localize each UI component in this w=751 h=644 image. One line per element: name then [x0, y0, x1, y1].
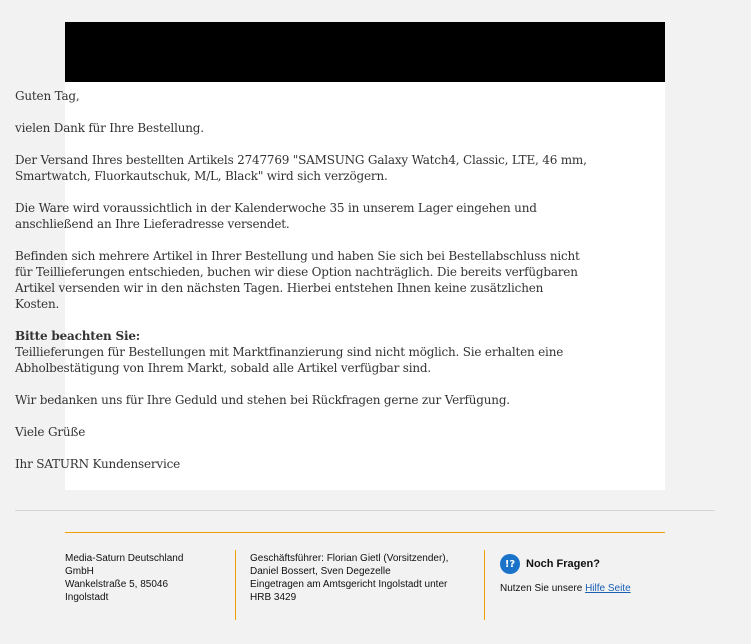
company-address: Wankelstraße 5, 85046 Ingolstadt: [65, 579, 169, 603]
greeting: Guten Tag,: [15, 89, 80, 103]
footer-column-separator: [484, 550, 485, 620]
footer-divider: [15, 510, 715, 511]
register-text: Eingetragen am Amtsgericht Ingolstadt unter HRB 3429: [250, 579, 448, 603]
management-text: Geschäftsführer: Florian Gietl (Vorsitzender), Daniel Bossert, Sven Degezelle: [250, 553, 449, 577]
email-body: [15, 88, 587, 488]
signature-text: Ihr SATURN Kundenservice: [15, 457, 181, 471]
legal-info: [250, 552, 470, 604]
regards-text: Viele Grüße: [15, 425, 86, 439]
help-prefix: Nutzen Sie unsere: [500, 583, 586, 594]
help-title: Noch Fragen?: [526, 557, 600, 570]
footer-accent-line: [65, 532, 665, 533]
help-line: [500, 582, 670, 595]
expected-arrival-text: Die Ware wird voraussichtlich in der Kalenderwoche 35 in unserem Lager eingehen und anschließend an Ihre Lieferadresse versendet.: [15, 201, 537, 231]
shipping-delay-text: Der Versand Ihres bestellten Artikels 2747769 "SAMSUNG Galaxy Watch4, Classic, LTE, 46 mm, Smartwatch, Fluorkautschuk, M/L, Black" wird sich verzögern.: [15, 153, 587, 183]
thanks-text: vielen Dank für Ihre Bestellung.: [15, 121, 204, 135]
header-banner: [65, 22, 665, 82]
company-info: [65, 552, 205, 604]
footer-column-separator: [235, 550, 236, 620]
note-heading: Bitte beachten Sie:: [15, 329, 141, 343]
question-icon: !?: [500, 554, 520, 574]
help-section: [500, 552, 670, 595]
partial-delivery-text: Befinden sich mehrere Artikel in Ihrer Bestellung und haben Sie sich bei Bestellabschluss nicht für Teillieferungen entschieden, buchen wir diese Option nachträglich. Die bereits verfügbaren Artikel versenden wir in den nächsten Tagen. Hierbei entstehen Ihnen keine zusätzlichen Kosten.: [15, 249, 580, 311]
help-header: [500, 554, 670, 574]
help-page-link[interactable]: Hilfe Seite: [585, 583, 631, 594]
closing-thanks-text: Wir bedanken uns für Ihre Geduld und stehen bei Rückfragen gerne zur Verfügung.: [15, 393, 510, 407]
note-text: Teillieferungen für Bestellungen mit Marktfinanzierung sind nicht möglich. Sie erhalten eine Abholbestätigung von Ihrem Markt, sobald alle Artikel verfügbar sind.: [15, 345, 564, 375]
company-name: Media-Saturn Deutschland GmbH: [65, 553, 184, 577]
